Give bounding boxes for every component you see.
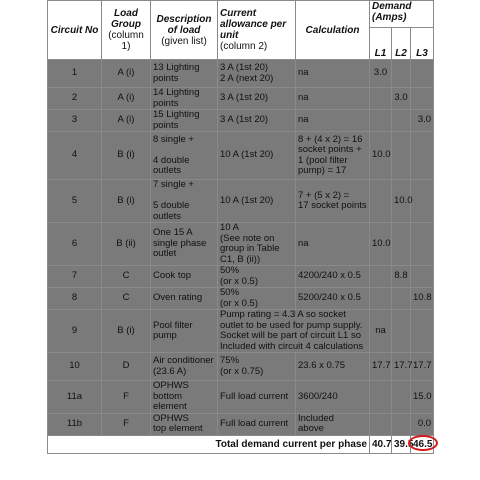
l3-cell xyxy=(411,223,434,266)
table-row xyxy=(48,288,434,310)
l3-cell xyxy=(411,132,434,180)
description-cell: 15 Lighting points xyxy=(151,110,218,132)
calculation-cell: 5200/240 x 0.5 xyxy=(296,288,370,310)
load-group-cell: B (i) xyxy=(102,132,151,180)
l2-cell xyxy=(392,381,411,414)
l1-cell xyxy=(370,413,392,435)
l2-cell xyxy=(392,310,411,353)
allowance-cell: 50% (or x 0.5) xyxy=(218,288,296,310)
l3-cell xyxy=(411,310,434,353)
calculation-cell: 8 + (4 x 2) = 16 socket points + 1 (pool filter pump) = 17 xyxy=(296,132,370,180)
calculation-cell: 4200/240 x 0.5 xyxy=(296,266,370,288)
l2-cell xyxy=(392,110,411,132)
l1-cell: 17.7 xyxy=(370,353,392,381)
load-group-cell: B (ii) xyxy=(102,223,151,266)
l1-cell xyxy=(370,381,392,414)
l2-cell: 8.8 xyxy=(392,266,411,288)
l1-cell xyxy=(370,110,392,132)
load-group-cell: B (i) xyxy=(102,310,151,353)
allowance-cell: 3 A (1st 20) 2 A (next 20) xyxy=(218,60,296,88)
circuit-no-cell: 8 xyxy=(48,288,102,310)
description-cell: Cook top xyxy=(151,266,218,288)
description-cell: OPHWS bottom element xyxy=(151,381,218,414)
load-group-cell: C xyxy=(102,266,151,288)
allowance-cell: 3 A (1st 20) xyxy=(218,88,296,110)
load-group-cell: B (i) xyxy=(102,180,151,223)
calculation-cell: 3600/240 xyxy=(296,381,370,414)
l2-cell: 3.0 xyxy=(392,88,411,110)
description-cell: Air conditioner (23.6 A) xyxy=(151,353,218,381)
table-row xyxy=(48,110,434,132)
highlighted-total: 46.5 xyxy=(413,439,432,450)
header-l1: L1 xyxy=(370,28,392,60)
l1-cell: 10.0 xyxy=(370,223,392,266)
l3-cell xyxy=(411,60,434,88)
circuit-no-cell: 11a xyxy=(48,381,102,414)
total-l1: 40.7 xyxy=(370,435,392,453)
header-calculation: Calculation xyxy=(296,1,370,60)
header-l3: L3 xyxy=(411,28,434,60)
description-cell: OPHWS top element xyxy=(151,413,218,435)
table-row xyxy=(48,180,434,223)
calculation-cell: na xyxy=(296,110,370,132)
circuit-no-cell: 1 xyxy=(48,60,102,88)
table-row xyxy=(48,223,434,266)
table-row xyxy=(48,310,434,353)
table-row xyxy=(48,132,434,180)
description-cell: Pool filter pump xyxy=(151,310,218,353)
calculation-cell: 7 + (5 x 2) = 17 socket points xyxy=(296,180,370,223)
l3-cell: 3.0 xyxy=(411,110,434,132)
table-row xyxy=(48,353,434,381)
l3-cell xyxy=(411,88,434,110)
circuit-no-cell: 9 xyxy=(48,310,102,353)
table-row xyxy=(48,60,434,88)
calculation-cell: na xyxy=(296,223,370,266)
allowance-cell: 10 A (1st 20) xyxy=(218,132,296,180)
header-circuit-no: Circuit No xyxy=(48,1,102,60)
description-cell: 13 Lighting points xyxy=(151,60,218,88)
allowance-cell: Full load current xyxy=(218,413,296,435)
l2-cell xyxy=(392,413,411,435)
l3-cell: 0.0 xyxy=(411,413,434,435)
l2-cell xyxy=(392,288,411,310)
description-cell: 8 single + 4 double outlets xyxy=(151,132,218,180)
load-group-cell: C xyxy=(102,288,151,310)
circuit-no-cell: 3 xyxy=(48,110,102,132)
load-group-cell: D xyxy=(102,353,151,381)
l3-cell: 15.0 xyxy=(411,381,434,414)
circuit-no-cell: 7 xyxy=(48,266,102,288)
load-group-cell: F xyxy=(102,381,151,414)
table-row xyxy=(48,381,434,414)
allowance-cell: Full load current xyxy=(218,381,296,414)
circuit-no-cell: 11b xyxy=(48,413,102,435)
load-group-cell: A (i) xyxy=(102,88,151,110)
description-cell: One 15 A single phase outlet xyxy=(151,223,218,266)
table-row xyxy=(48,266,434,288)
calculation-cell: 23.6 x 0.75 xyxy=(296,353,370,381)
l3-cell xyxy=(411,266,434,288)
l1-cell: 3.0 xyxy=(370,60,392,88)
total-l3 xyxy=(411,435,434,453)
circuit-no-cell: 6 xyxy=(48,223,102,266)
table-row xyxy=(48,88,434,110)
l1-cell: 10.0 xyxy=(370,132,392,180)
total-l2: 39.5 xyxy=(392,435,411,453)
calculation-cell: Included above xyxy=(296,413,370,435)
circuit-no-cell: 2 xyxy=(48,88,102,110)
l2-cell xyxy=(392,223,411,266)
l2-cell xyxy=(392,132,411,180)
l2-cell: 10.0 xyxy=(392,180,411,223)
header-l2: L2 xyxy=(392,28,411,60)
calculation-cell: na xyxy=(296,60,370,88)
demand-table xyxy=(47,0,434,454)
allowance-cell: 50% (or x 0.5) xyxy=(218,266,296,288)
load-group-cell: A (i) xyxy=(102,110,151,132)
allowance-cell: 3 A (1st 20) xyxy=(218,110,296,132)
l1-cell xyxy=(370,288,392,310)
circuit-no-cell: 5 xyxy=(48,180,102,223)
l2-cell: 17.7 xyxy=(392,353,411,381)
description-cell: 7 single + 5 double outlets xyxy=(151,180,218,223)
l2-cell xyxy=(392,60,411,88)
header-description: Description of load (given list) xyxy=(151,1,218,60)
allowance-cell: Pump rating = 4.3 A so socket outlet to be used for pump supply. Socket will be part of circuit L1 so Included with circuit 4 calculations xyxy=(218,310,370,353)
circuit-no-cell: 4 xyxy=(48,132,102,180)
highlight-circle xyxy=(408,435,438,451)
load-group-cell: A (i) xyxy=(102,60,151,88)
header-allowance: Current allowance per unit (column 2) xyxy=(218,1,296,60)
l3-cell: 17.7 xyxy=(411,353,434,381)
calculation-cell: na xyxy=(296,88,370,110)
description-cell: 14 Lighting points xyxy=(151,88,218,110)
allowance-cell: 75% (or x 0.75) xyxy=(218,353,296,381)
l1-cell xyxy=(370,266,392,288)
l1-cell: na xyxy=(370,310,392,353)
allowance-cell: 10 A (1st 20) xyxy=(218,180,296,223)
circuit-no-cell: 10 xyxy=(48,353,102,381)
l1-cell xyxy=(370,180,392,223)
header-demand: Demand (Amps) xyxy=(370,1,434,28)
l3-cell: 10.8 xyxy=(411,288,434,310)
header-load-group: Load Group (column 1) xyxy=(102,1,151,60)
allowance-cell: 10 A (See note on group in Table C1, B (ii)) xyxy=(218,223,296,266)
total-label: Total demand current per phase xyxy=(48,435,370,453)
load-group-cell: F xyxy=(102,413,151,435)
description-cell: Oven rating xyxy=(151,288,218,310)
table-row xyxy=(48,413,434,435)
l1-cell xyxy=(370,88,392,110)
l3-cell xyxy=(411,180,434,223)
